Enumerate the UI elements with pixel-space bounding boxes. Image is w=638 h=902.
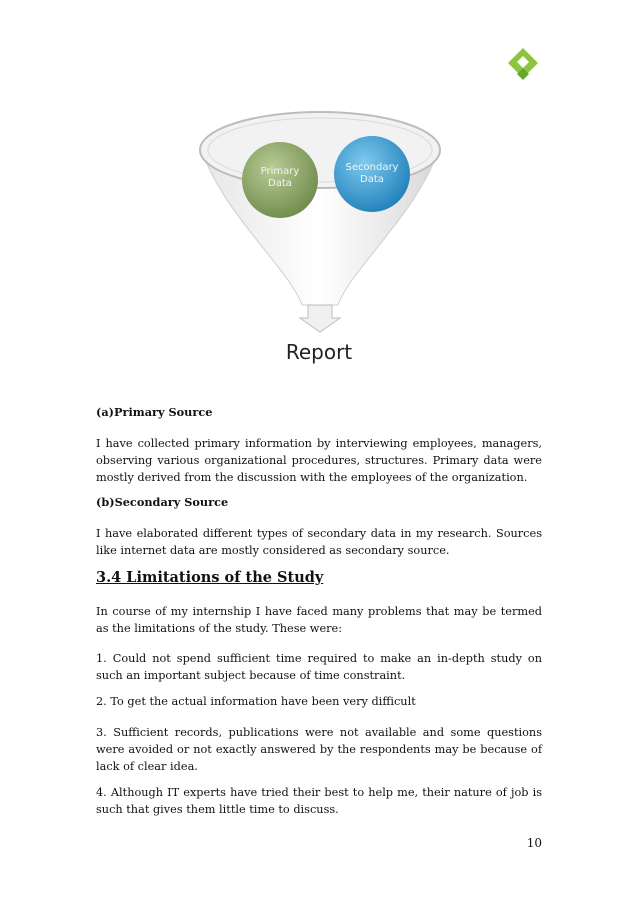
limitations-title: 3.4 Limitations of the Study: [96, 569, 324, 586]
page-number: 10: [526, 836, 542, 850]
primary-source-body: I have collected primary information by interviewing employees, managers, observing various organizational procedures, structures. Primary data were mostly derived from the discussion with the employees of the organization.: [96, 437, 542, 484]
funnel-graphic: [190, 100, 450, 370]
secondary-source-body: I have elaborated different types of secondary data in my research. Sources like internet data are mostly considered as secondary source.: [96, 527, 542, 557]
secondary-data-label: Secondary Data: [345, 162, 399, 185]
funnel-diagram: [190, 100, 450, 370]
logo-icon: [508, 48, 538, 82]
limitation-item: 1. Could not spend sufficient time required to make an in-depth study on such an important subject because of time constraint.: [96, 652, 542, 682]
limitation-item: 2. To get the actual information have been very difficult: [96, 695, 416, 708]
primary-source-heading: (a)Primary Source: [96, 405, 213, 419]
limitation-item: 3. Sufficient records, publications were not available and some questions were avoided or not exactly answered by the respondents may be because of lack of clear idea.: [96, 726, 542, 773]
limitation-item: 4. Although IT experts have tried their best to help me, their nature of job is such that gives them little time to discuss.: [96, 786, 542, 816]
report-label: Report: [285, 340, 353, 364]
primary-data-label: Primary Data: [260, 166, 300, 189]
limitations-intro: In course of my internship I have faced many problems that may be termed as the limitations of the study. These were:: [96, 605, 542, 635]
secondary-source-heading: (b)Secondary Source: [96, 495, 229, 509]
